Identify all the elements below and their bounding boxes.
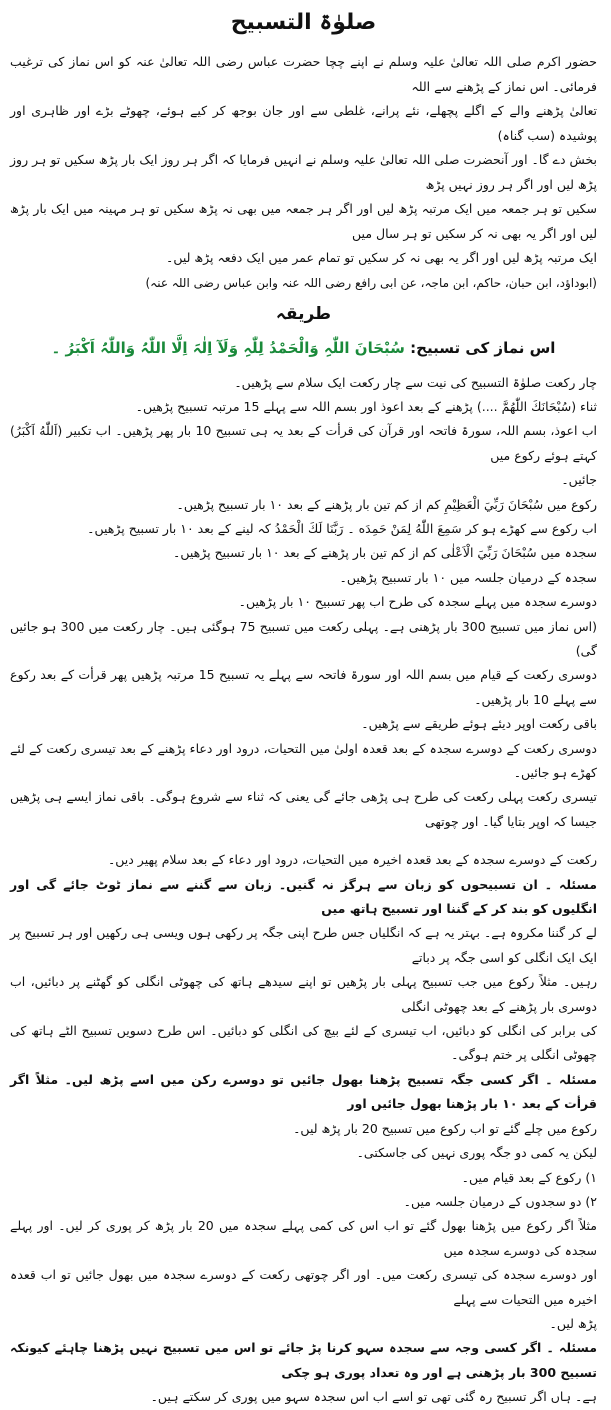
- method-line: اور دوسرے سجدہ کی تیسری رکعت میں۔ اور اگر چوتھی رکعت کے دوسرے سجدہ میں بھول جائیں تو اب قعدہ اخیرہ میں التحیات سے پہلے: [10, 1267, 597, 1307]
- masla-line: مسئلہ ۔ اگر کسی جگہ تسبیح پڑھنا بھول جائیں تو دوسرے رکن میں اسے پڑھ لیں۔ مثلاً اگر قرأت کے بعد ۱۰ بار پڑھنا بھول جائیں اور: [10, 1071, 597, 1112]
- method-line: اب رکوع سے کھڑے ہو کر سَمِعَ اللّٰهُ لِمَنْ حَمِدَه ۔ رَبَّنَا لَكَ الْحَمْدُ کہ لینے کے بعد ۱۰ بار تسبیح پڑھیں۔: [87, 520, 597, 536]
- method-line: رکعت کے دوسرے سجدہ کے بعد قعدہ اخیرہ میں التحیات، درود اور دعاء کے بعد سلام پھیر دیں۔: [107, 852, 597, 868]
- hadith-reference: (ابوداؤد، ابن حبان، حاکم، ابن ماجہ، عن ابی رافع رضی اللہ عنہ وابن عباس رضی اللہ عنہ): [145, 275, 597, 290]
- method-steps: [10, 371, 597, 1410]
- method-line: باقی رکعت اوپر دیئے ہوئے طریقے سے پڑھیں۔: [361, 716, 597, 732]
- method-line: رکوع میں چلے گئے تو اب رکوع میں تسبیح 20 بار پڑھ لیں۔: [293, 1120, 597, 1136]
- method-line: پڑھ لیں۔: [549, 1315, 597, 1331]
- intro-paragraph: [10, 50, 597, 271]
- method-line: لیکن یہ کمی دو جگہ پوری نہیں کی جاسکتی۔: [356, 1145, 597, 1161]
- method-line: مثلاً اگر رکوع میں پڑھنا بھول گئے تو اب اس کی کمی پہلے سجدہ میں 20 بار پڑھ کر پوری کر لیں۔ اور پہلے سجدہ کی دوسرے سجدہ میں: [10, 1218, 597, 1258]
- method-line: سجدہ کے درمیان جلسہ میں ۱۰ بار تسبیح پڑھیں۔: [339, 569, 597, 585]
- method-line: (اس نماز میں تسبیح 300 بار پڑھنی ہے۔ پہلی رکعت میں تسبیح 75 ہوگئی ہیں۔ چار رکعت میں 300 ہو جائیں گی): [10, 618, 598, 658]
- intro-line: حضور اکرم صلی اللہ تعالیٰ علیہ وسلم نے اپنے چچا حضرت عباس رضی اللہ تعالیٰ عنہ کو اس نماز کی ترغیب فرمائی۔ اس نماز کے پڑھنے سے اللہ: [10, 54, 597, 94]
- intro-line: ایک مرتبہ پڑھ لیں اور اگر یہ بھی نہ کر سکیں تو تمام عمر میں ایک دفعہ پڑھ لیں۔: [166, 250, 597, 265]
- method-line: کی برابر کی انگلی کو دبائیں، اب تیسری کے لئے بیچ کی انگلی کو دبائیں۔ اس طرح دسویں تسبیح الٹے ہاتھ کی چھوٹی انگلی پر ختم ہوگی۔: [10, 1023, 597, 1063]
- tasbeeh-arabic: سُبْحَانَ اللّٰہِ وَالْحَمْدُ لِلّٰہِ وَلَآ اِلٰہَ اِلَّا اللّٰہُ وَاللّٰہُ اَکْبَرُ ۔: [51, 338, 405, 357]
- method-line: اب اعوذ، بسم اللہ، سورۃ فاتحہ اور قرآن کی قرأت کے بعد یہ ہی تسبیح 10 بار پھر پڑھیں۔ اب تکبیر (اَللّٰهُ اَكْبَرُ) کہتے ہوئے رکوع میں: [10, 423, 597, 463]
- tasbeeh-label: اس نماز کی تسبیح:: [410, 338, 556, 357]
- masla-line: مسئلہ ۔ اگر کسی وجہ سے سجدہ سہو کرنا پڑ جائے تو اس میں تسبیح نہیں پڑھنا چاہئے کیونکہ تسبیح 300 بار پڑھنی ہے اور وہ تعداد پوری ہو چکی: [10, 1340, 597, 1380]
- method-line: چار رکعت صلوٰۃ التسبیح کی نیت سے چار رکعت ایک سلام سے پڑھیں۔: [234, 374, 597, 390]
- method-line: سجدہ میں سُبْحَانَ رَبِّيَ الْاَعْلٰی کم از کم تین بار پڑھنے کے بعد ۱۰ بار تسبیح پڑھیں۔: [173, 545, 597, 561]
- intro-line: تعالیٰ پڑھنے والے کے اگلے پچھلے، نئے پرانے، غلطی سے اور جان بوجھ کر کیے ہوئے، چھوٹے بڑے اور ظاہری اور پوشیدہ (سب گناہ): [10, 103, 597, 143]
- method-line: دوسری رکعت کے دوسرے سجدہ کے بعد قعدہ اولیٰ میں التحیات، درود اور دعاء پڑھنے کے بعد تیسری رکعت کے لئے کھڑے ہو جائیں۔: [10, 740, 597, 780]
- page-title: صلوٰۃ التسبیح: [230, 10, 377, 35]
- method-line: رکوع میں سُبْحَانَ رَبِّيَ الْعَظِيْمِ کم از کم تین بار پڑھنے کے بعد ۱۰ بار تسبیح پڑھیں۔: [176, 496, 597, 512]
- method-line: ثناء (سُبْحَانَكَ اللّٰهُمَّ ....) پڑھنے کے بعد اعوذ اور بسم اللہ سے پہلے 15 مرتبہ تسبیح پڑھیں۔: [135, 398, 597, 414]
- tasbeeh-line: [10, 333, 597, 363]
- method-line: ہے۔ ہاں اگر تسبیح رہ گئی تھی تو اسے اب اس سجدہ سہو میں پوری کر سکتے ہیں۔: [150, 1389, 597, 1405]
- method-line: رہیں۔ مثلاً رکوع میں جب تسبیح پہلی بار پڑھیں تو اپنے سیدھے ہاتھ کی چھوٹی انگلی کو گھٹنے پر دبائیں، اب دوسری بار پڑھنے کے بعد چھوٹی انگلی: [10, 974, 597, 1014]
- method-line: لے کر گننا مکروہ ہے۔ بہتر یہ ہے کہ انگلیاں جس طرح اپنی جگہ پر رکھی ہوں ویسی ہی رکھیں اور ہر تسبیح پر ایک ایک انگلی کو اسی جگہ پر دباتے: [10, 925, 597, 965]
- method-line: دوسری رکعت کے قیام میں بسم اللہ اور سورۃ فاتحہ سے پہلے یہ تسبیح 15 مرتبہ پڑھیں پھر قرأت کے بعد رکوع سے پہلے 10 بار پڑھیں۔: [10, 667, 597, 707]
- method-line: دوسرے سجدہ میں پہلے سجدہ کی طرح اب پھر تسبیح ۱۰ بار پڑھیں۔: [238, 594, 597, 610]
- method-line: تیسری رکعت پہلی رکعت کی طرح ہی پڑھی جائے گی یعنی کہ ثناء سے شروع ہوگی۔ باقی نماز ایسے ہی پڑھیں جیسا کہ اوپر بتایا گیا۔ اور چوتھی: [10, 789, 597, 829]
- intro-line: بخش دے گا۔ اور آنحضرت صلی اللہ تعالیٰ علیہ وسلم نے انہیں فرمایا کہ اگر ہر روز ایک بار پڑھ سکیں تو ہر روز پڑھ لیں اور اگر ہر روز نہیں پڑھ: [10, 152, 597, 192]
- intro-line: سکیں تو ہر جمعہ میں ایک مرتبہ پڑھ لیں اور اگر ہر جمعہ میں بھی نہ پڑھ سکیں تو ہر مہینہ میں ایک بار پڑھ لیں اور اگر یہ بھی نہ کر سکیں تو ہر سال میں: [10, 201, 597, 241]
- masla-line: مسئلہ ۔ ان تسبیحوں کو زبان سے ہرگز نہ گنیں۔ زبان سے گننے سے نماز ٹوٹ جائے گی اور انگلیوں کو بند کر کے گننا اور تسبیح ہاتھ میں: [10, 876, 597, 917]
- method-line: جائیں۔: [561, 472, 597, 488]
- method-line: ۲) دو سجدوں کے درمیان جلسہ میں۔: [403, 1193, 597, 1209]
- method-heading: طریقہ: [275, 303, 332, 324]
- method-line: ۱) رکوع کے بعد قیام میں۔: [461, 1169, 597, 1185]
